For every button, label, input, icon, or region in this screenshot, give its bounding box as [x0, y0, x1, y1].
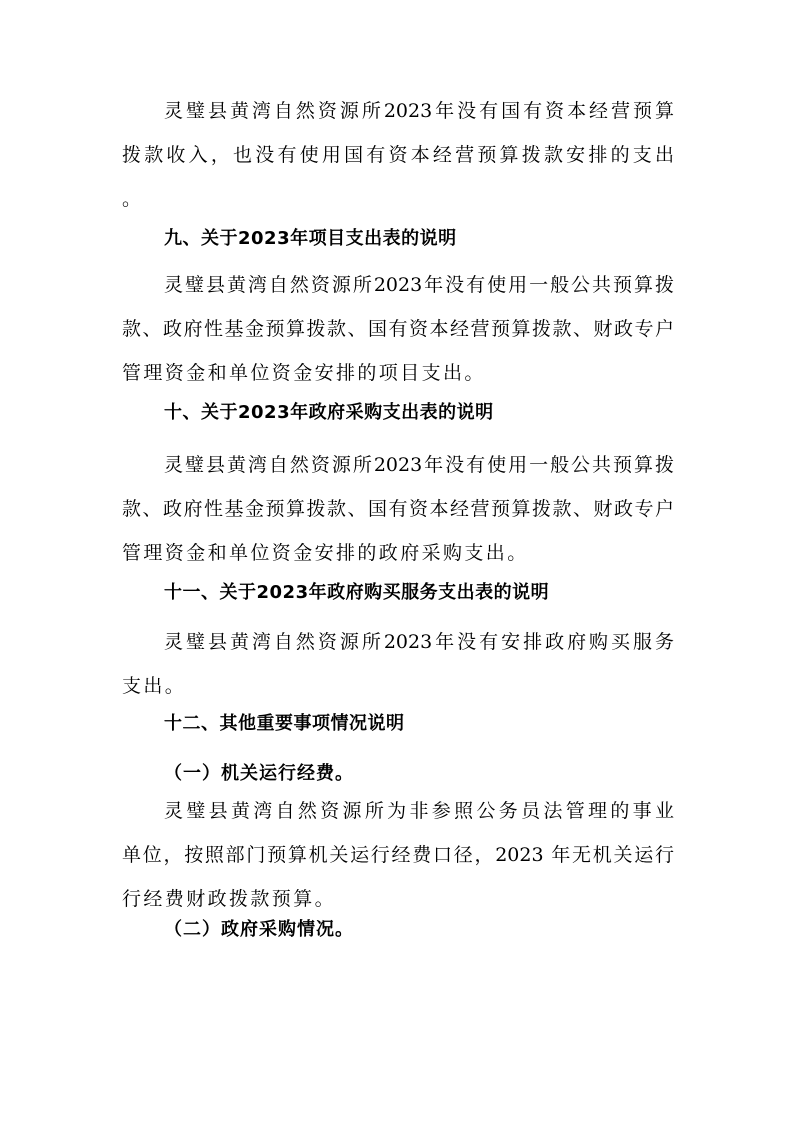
section-heading-11: 十一、关于2023年政府购买服务支出表的说明 [164, 582, 550, 603]
paragraph-line: 支出。 [122, 675, 187, 697]
section-heading-10: 十、关于2023年政府采购支出表的说明 [164, 402, 494, 423]
paragraph-line: 单位，按照部门预算机关运行经费口径，2023 年无机关运行 [122, 844, 674, 866]
paragraph-line: 管理资金和单位资金安排的政府采购支出。 [122, 542, 529, 564]
paragraph-line: 灵璧县黄湾自然资源所2023年没有使用一般公共预算拨 [164, 454, 674, 476]
paragraph-line: 款、政府性基金预算拨款、国有资本经营预算拨款、财政专户 [122, 318, 674, 340]
paragraph-line: 灵璧县黄湾自然资源所2023年没有国有资本经营预算 [164, 100, 674, 122]
paragraph-line: 。 [122, 188, 144, 210]
subsection-heading-2: （二）政府采购情况。 [164, 919, 354, 940]
paragraph-line: 灵璧县黄湾自然资源所为非参照公务员法管理的事业 [164, 800, 674, 822]
paragraph-line: 管理资金和单位资金安排的项目支出。 [122, 362, 486, 384]
paragraph-line: 行经费财政拨款预算。 [122, 888, 337, 910]
paragraph-line: 拨款收入，也没有使用国有资本经营预算拨款安排的支出 [122, 144, 674, 166]
paragraph-line: 灵璧县黄湾自然资源所2023年没有使用一般公共预算拨 [164, 274, 674, 296]
paragraph-line: 灵璧县黄湾自然资源所2023年没有安排政府购买服务 [164, 631, 674, 653]
section-heading-12: 十二、其他重要事项情况说明 [164, 713, 405, 734]
section-heading-9: 九、关于2023年项目支出表的说明 [164, 228, 457, 249]
subsection-heading-1: （一）机关运行经费。 [164, 763, 354, 784]
paragraph-line: 款、政府性基金预算拨款、国有资本经营预算拨款、财政专户 [122, 498, 674, 520]
